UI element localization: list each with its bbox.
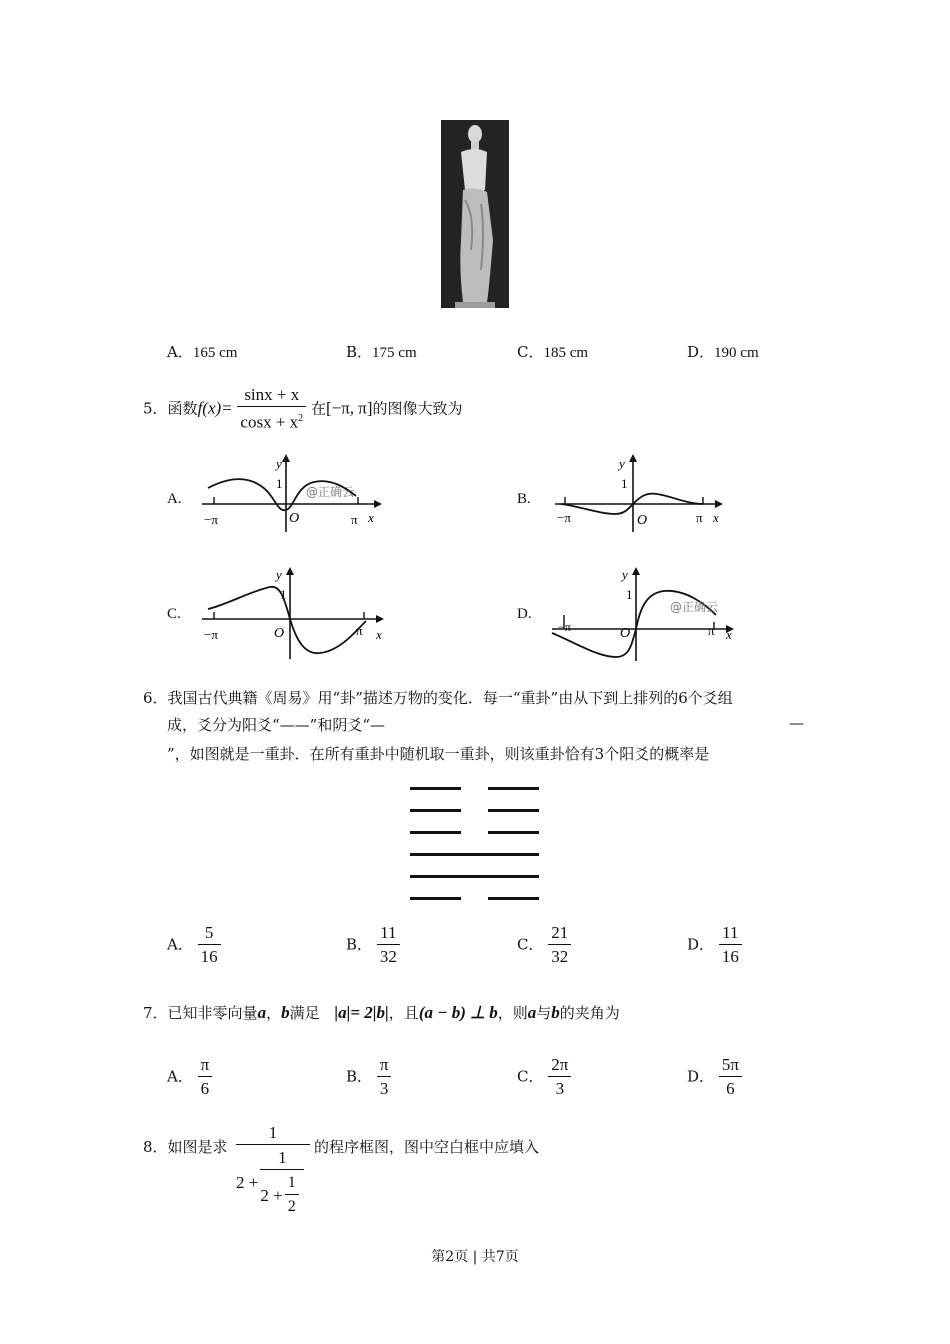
svg-text:−π: −π [558,620,571,634]
svg-text:O: O [620,626,631,641]
q6-option-d[interactable]: D． $\frac{11}{16}$ [687,922,742,969]
svg-text:1: 1 [626,587,633,602]
q6-option-a[interactable]: A． $\frac{5}{16}$ [167,922,221,969]
svg-text:−π: −π [204,627,218,642]
q4-option-c[interactable]: C．185 cm [517,343,589,361]
q4-option-b[interactable]: B．175 cm [346,343,417,361]
q7-option-d[interactable]: D． $\frac{5\pi}{6}$ [687,1054,742,1101]
svg-text:O: O [637,513,648,528]
svg-text:x: x [368,510,374,525]
statue-image [441,120,509,308]
svg-text:1: 1 [276,476,283,491]
hexagram-figure [408,782,542,904]
q7-stem: 7．已知非零向量a，b满足 |a|= 2|b|，且(a − b) ⊥ b，则a与b的夹角为 [143,1003,620,1022]
q8-stem-suffix: 的程序框图，图中空白框中应填入 [314,1138,540,1156]
svg-text:π: π [356,623,363,638]
svg-text:y: y [276,456,282,471]
q6-stem-line2-tail: — [789,714,804,732]
q8-continued-fraction: 1 2 + 1 2 + $\frac{1}{2}$ [236,1122,310,1219]
svg-text:−π: −π [557,510,571,525]
svg-text:y: y [276,567,282,582]
q5-graph-b[interactable] [549,452,729,534]
x-arrow [374,500,382,508]
q4-option-a[interactable]: A．165 cm [167,343,238,361]
statue-figure [441,120,509,308]
svg-text:1: 1 [621,476,628,491]
q6-option-c[interactable]: C． $\frac{21}{32}$ [517,922,571,969]
q5-option-d-label[interactable]: D. [517,606,532,622]
watermark: @正确云 [306,485,355,499]
svg-text:O: O [274,626,285,641]
q7-option-a[interactable]: A． $\frac{\pi}{6}$ [167,1054,212,1101]
svg-text:y: y [622,567,628,582]
q8-stem-prefix: 8．如图是求 [143,1138,228,1156]
q7-option-b[interactable]: B． $\frac{\pi}{3}$ [346,1054,391,1101]
q5-graph-a[interactable] [196,452,386,534]
y-arrow [282,454,290,462]
svg-text:x: x [726,627,732,642]
svg-text:y: y [619,456,625,471]
q5-stem: 5．函数f(x)= $\frac{\sin x + x}{\cos x + x^2}$ 在[−π, π]的图像大致为 [143,384,463,435]
q6-stem-line1: 6．我国古代典籍《周易》用“卦”描述万物的变化．每一“重卦”由从下到上排列的6个爻组 [143,689,733,707]
q5-graph-d[interactable] [546,565,746,665]
svg-text:π: π [696,510,703,525]
svg-text:x: x [376,627,382,642]
q5-option-b-label[interactable]: B. [517,491,531,507]
q5-option-a-label[interactable]: A. [167,491,182,507]
q6-option-b[interactable]: B． $\frac{11}{32}$ [346,922,400,969]
svg-text:x: x [713,510,719,525]
q7-option-c[interactable]: C． $\frac{2\pi}{3}$ [517,1054,571,1101]
q6-stem-line2: 成，爻分为阳爻“——”和阴爻“— [167,716,386,734]
svg-text:−π: −π [204,512,218,527]
q6-stem-line3: ”，如图就是一重卦．在所有重卦中随机取一重卦，则该重卦恰有3个阳爻的概率是 [167,745,710,763]
q4-option-d[interactable]: D．190 cm [687,343,759,361]
q5-option-c-label[interactable]: C. [167,606,181,622]
svg-text:1: 1 [280,587,287,602]
svg-text:π: π [351,512,358,527]
svg-text:O: O [289,511,300,526]
svg-text:π: π [708,623,715,638]
page-footer: 第2页 | 共7页 [431,1249,519,1265]
q5-fraction: $\frac{\sin x + x}{\cos x + x^2}$ [237,384,306,435]
q5-graph-c[interactable] [196,565,396,665]
watermark: @正确云 [670,600,719,614]
curve [208,587,366,653]
